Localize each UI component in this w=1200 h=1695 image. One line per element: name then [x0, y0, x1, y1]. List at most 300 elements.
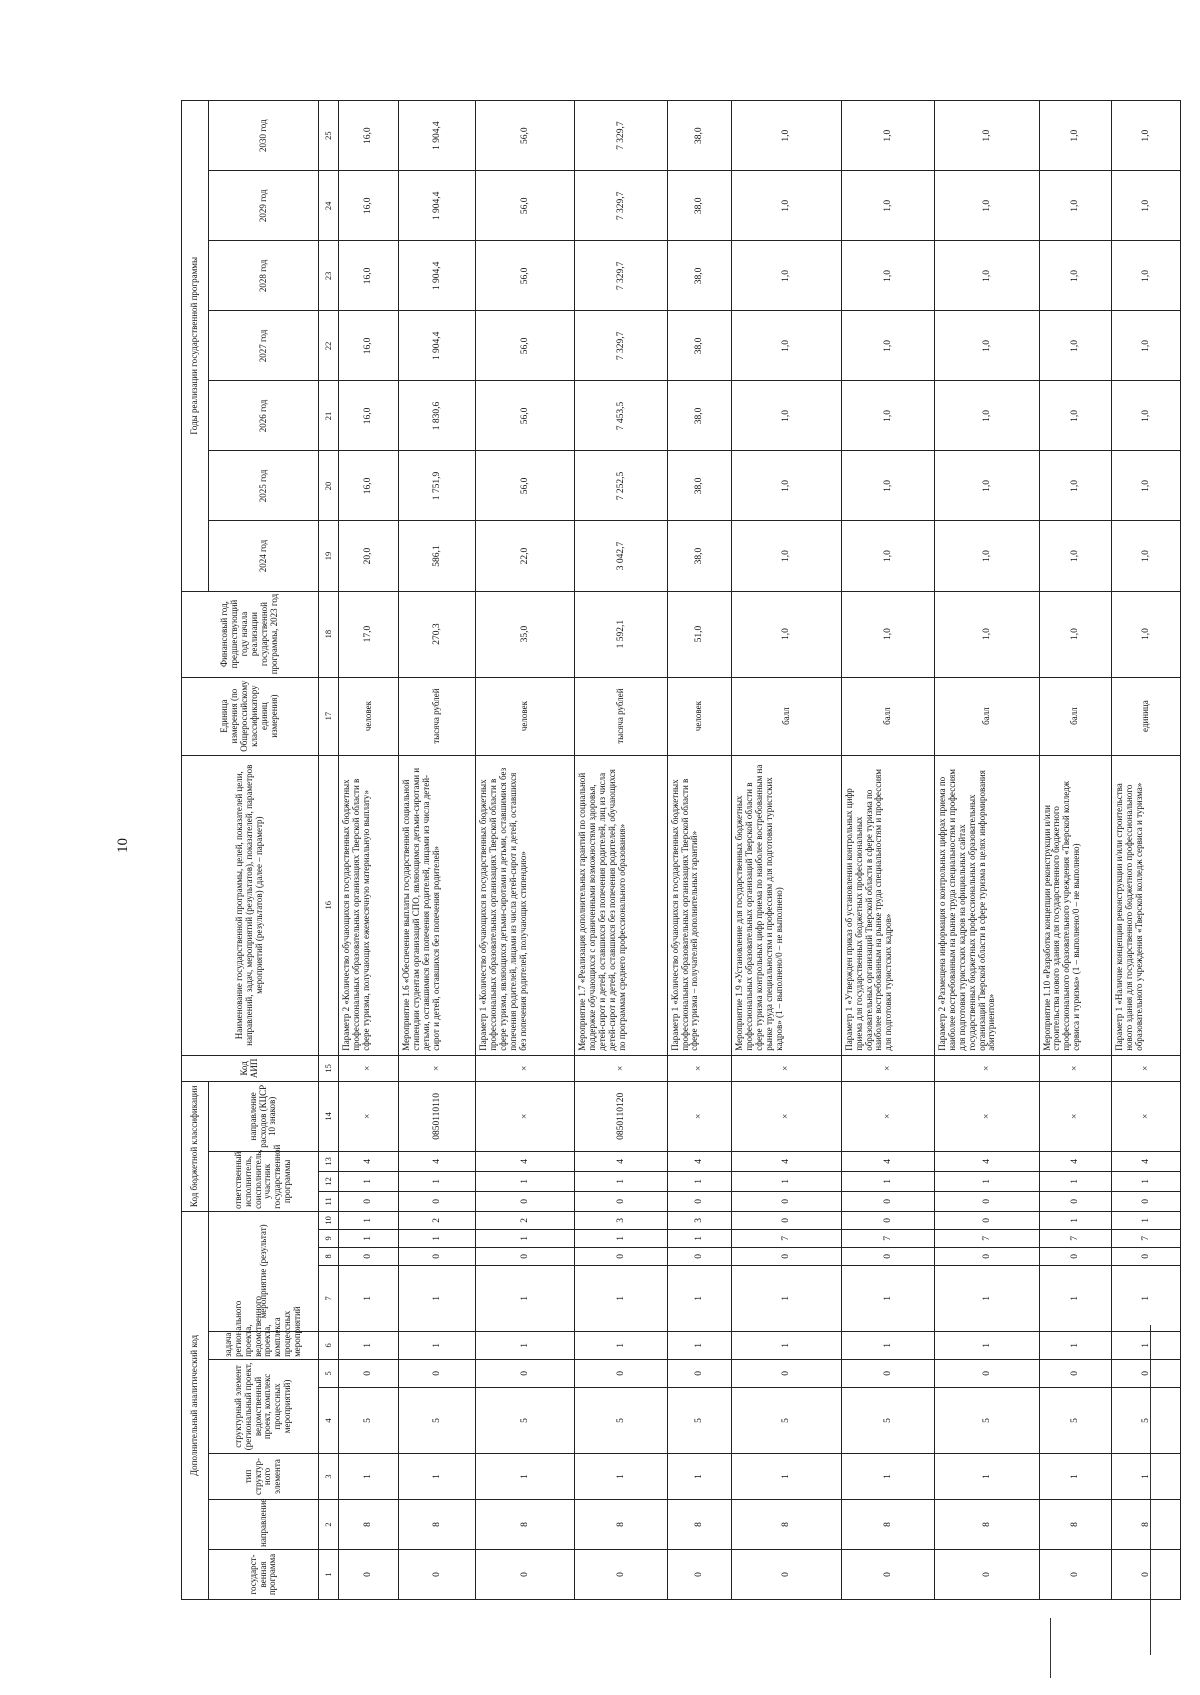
code-cell: 1 — [935, 1331, 1040, 1359]
column-number: 18 — [319, 591, 338, 677]
code-cell: 1 — [1039, 1211, 1112, 1229]
column-number: 11 — [319, 1191, 338, 1211]
year-value: 16,0 — [338, 171, 398, 241]
header-year: 2025 год — [208, 451, 319, 521]
code-cell: 5 — [476, 1387, 575, 1453]
code-cell: 1 — [841, 1265, 934, 1331]
code-cell: 0 — [667, 1549, 732, 1599]
code-cell: 0 — [935, 1211, 1040, 1229]
year-value: 1,0 — [1112, 451, 1181, 521]
code-cell: 0 — [338, 1247, 398, 1265]
code-cell: 4 — [338, 1151, 398, 1171]
base-year-value: 17,0 — [338, 591, 398, 677]
code-cell: 4 — [732, 1151, 842, 1171]
year-value: 16,0 — [338, 381, 398, 451]
code-cell: 3 — [575, 1211, 667, 1229]
base-year-value: 1,0 — [1112, 591, 1181, 677]
column-number: 4 — [319, 1387, 338, 1453]
code-cell: 1 — [399, 1331, 476, 1359]
code-cell: 1 — [476, 1229, 575, 1247]
year-value: 1,0 — [1112, 521, 1181, 591]
column-number: 15 — [319, 1055, 338, 1081]
unit-cell: балл — [1039, 677, 1112, 755]
year-value: 20,0 — [338, 521, 398, 591]
year-value: 1,0 — [841, 521, 934, 591]
column-number: 10 — [319, 1211, 338, 1229]
code-cell: 0 — [476, 1247, 575, 1265]
year-value: 56,0 — [476, 171, 575, 241]
code-cell: 5 — [575, 1387, 667, 1453]
code-cell: 0 — [1039, 1191, 1112, 1211]
column-number: 21 — [319, 381, 338, 451]
page-number: 10 — [115, 838, 131, 853]
year-value: 7 329,7 — [575, 311, 667, 381]
year-value: 1,0 — [1039, 451, 1112, 521]
code-cell: 3 — [667, 1211, 732, 1229]
base-year-value: 1,0 — [1039, 591, 1112, 677]
code-cell: 8 — [399, 1499, 476, 1549]
aip-cell: × — [1112, 1055, 1181, 1081]
code-cell: 5 — [935, 1387, 1040, 1453]
code-cell: 1 — [575, 1265, 667, 1331]
code-cell: 5 — [399, 1387, 476, 1453]
header-col-gp: государст-венная программа — [208, 1549, 319, 1599]
parameter-name-cell: Мероприятие 1.7 «Реализация дополнительных гарантий по социальной поддержке обучающихся с ограниченными возможностями здоровья, детей-сирот и детей, оставшихся без попечения родителей, лиц из числа детей-сирот и детей, оставшихся без попечения родителей, обучающихся по программам среднего профессионального образования» — [575, 755, 667, 1055]
year-value: 16,0 — [338, 451, 398, 521]
code-cell: 1 — [667, 1265, 732, 1331]
code-cell: 1 — [476, 1171, 575, 1191]
code-cell: 7 — [732, 1229, 842, 1247]
year-value: 1,0 — [935, 311, 1040, 381]
year-value: 1,0 — [1039, 521, 1112, 591]
year-value: 1,0 — [841, 451, 934, 521]
code-cell: 1 — [338, 1211, 398, 1229]
code-cell: 0 — [732, 1211, 842, 1229]
year-value: 1,0 — [935, 101, 1040, 171]
code-cell: 1 — [935, 1453, 1040, 1499]
year-value: 22,0 — [476, 521, 575, 591]
kcsr-cell: × — [732, 1081, 842, 1151]
header-years-group: Годы реализации государственной программы — [182, 101, 209, 592]
year-value: 1,0 — [1112, 171, 1181, 241]
year-value: 7 329,7 — [575, 171, 667, 241]
year-value: 7 329,7 — [575, 241, 667, 311]
code-cell: 1 — [338, 1265, 398, 1331]
code-cell: 0 — [935, 1549, 1040, 1599]
header-col-exec: ответственный исполнитель, соисполнитель, участник государственной программы — [208, 1151, 319, 1211]
base-year-value: 35,0 — [476, 591, 575, 677]
header-col-task: задача регионального проекта, ведомственного проекта, комплекса процессных мероприятий — [208, 1331, 319, 1359]
header-fin-year: Финансовый год, предшествующий году начала реализации государственной программы, 2023 год — [182, 591, 319, 677]
code-cell: 8 — [476, 1499, 575, 1549]
code-cell: 4 — [1112, 1151, 1181, 1171]
code-cell: 1 — [841, 1453, 934, 1499]
code-cell: 0 — [841, 1549, 934, 1599]
year-value: 1 904,4 — [399, 241, 476, 311]
code-cell: 5 — [338, 1387, 398, 1453]
year-value: 1,0 — [1112, 241, 1181, 311]
kcsr-cell: × — [841, 1081, 934, 1151]
year-value: 1 904,4 — [399, 171, 476, 241]
code-cell: 1 — [841, 1171, 934, 1191]
year-value: 16,0 — [338, 241, 398, 311]
year-value: 7 252,5 — [575, 451, 667, 521]
column-number: 6 — [319, 1331, 338, 1359]
year-value: 586,1 — [399, 521, 476, 591]
code-cell: 0 — [1039, 1247, 1112, 1265]
unit-cell: человек — [476, 677, 575, 755]
code-cell: 5 — [732, 1387, 842, 1453]
year-value: 1,0 — [732, 521, 842, 591]
header-col-exp: направление расходов (КЦСР 10 знаков) — [208, 1081, 319, 1151]
code-cell: 0 — [476, 1359, 575, 1387]
base-year-value: 1,0 — [841, 591, 934, 677]
aip-cell: × — [935, 1055, 1040, 1081]
year-value: 7 329,7 — [575, 101, 667, 171]
year-value: 16,0 — [338, 311, 398, 381]
code-cell: 1 — [399, 1453, 476, 1499]
code-cell: 0 — [338, 1191, 398, 1211]
year-value: 1,0 — [732, 171, 842, 241]
code-cell: 0 — [1112, 1359, 1181, 1387]
code-cell: 1 — [1112, 1265, 1181, 1331]
year-value: 38,0 — [667, 241, 732, 311]
year-value: 1,0 — [732, 241, 842, 311]
code-cell: 1 — [935, 1171, 1040, 1191]
year-value: 56,0 — [476, 451, 575, 521]
column-number: 5 — [319, 1359, 338, 1387]
unit-cell: человек — [667, 677, 732, 755]
aip-cell: × — [732, 1055, 842, 1081]
header-year: 2024 год — [208, 521, 319, 591]
unit-cell: тысяча рублей — [575, 677, 667, 755]
base-year-value: 51,0 — [667, 591, 732, 677]
year-value: 1 904,4 — [399, 101, 476, 171]
code-cell: 5 — [841, 1387, 934, 1453]
unit-cell: балл — [841, 677, 934, 755]
code-cell: 1 — [667, 1453, 732, 1499]
unit-cell: человек — [338, 677, 398, 755]
year-value: 1,0 — [1039, 101, 1112, 171]
aip-cell: × — [841, 1055, 934, 1081]
year-value: 1,0 — [935, 451, 1040, 521]
parameter-name-cell: Мероприятие 1.10 «Разработка концепции реконструкции и/или строительства нового здания для государственного бюджетного профессионального образовательного учреждения «Тверской колледж сервиса и туризма» (1 – выполнено/0 – не выполнено) — [1039, 755, 1112, 1055]
kcsr-cell: × — [1039, 1081, 1112, 1151]
code-cell: 1 — [338, 1229, 398, 1247]
code-cell: 0 — [338, 1549, 398, 1599]
year-value: 38,0 — [667, 311, 732, 381]
code-cell: 1 — [1039, 1171, 1112, 1191]
code-cell: 0 — [841, 1359, 934, 1387]
unit-cell: балл — [935, 677, 1040, 755]
aip-cell: × — [575, 1055, 667, 1081]
code-cell: 1 — [575, 1229, 667, 1247]
header-year: 2029 год — [208, 171, 319, 241]
aip-cell: × — [667, 1055, 732, 1081]
code-cell: 1 — [1039, 1265, 1112, 1331]
code-cell: 1 — [1112, 1331, 1181, 1359]
unit-cell: тысяча рублей — [399, 677, 476, 755]
kcsr-cell: × — [338, 1081, 398, 1151]
table-row — [399, 101, 476, 1600]
year-value: 1 751,9 — [399, 451, 476, 521]
code-cell: 5 — [1039, 1387, 1112, 1453]
unit-cell: единица — [1112, 677, 1181, 755]
year-value: 1,0 — [935, 381, 1040, 451]
code-cell: 0 — [935, 1191, 1040, 1211]
code-cell: 1 — [338, 1331, 398, 1359]
column-number: 25 — [319, 101, 338, 171]
column-number: 20 — [319, 451, 338, 521]
year-value: 1,0 — [1039, 381, 1112, 451]
column-number: 19 — [319, 521, 338, 591]
code-cell: 7 — [1112, 1229, 1181, 1247]
year-value: 1 904,4 — [399, 311, 476, 381]
year-value: 1,0 — [1039, 171, 1112, 241]
header-dak: Дополнительный аналитический код — [182, 1211, 209, 1599]
code-cell: 0 — [667, 1247, 732, 1265]
code-cell: 5 — [667, 1387, 732, 1453]
base-year-value: 1 592,1 — [575, 591, 667, 677]
header-year: 2028 год — [208, 241, 319, 311]
code-cell: 0 — [732, 1549, 842, 1599]
kcsr-cell: × — [1112, 1081, 1181, 1151]
header-aip: Код АИП — [182, 1055, 319, 1081]
code-cell: 0 — [1039, 1549, 1112, 1599]
code-cell: 1 — [667, 1331, 732, 1359]
code-cell: 1 — [575, 1453, 667, 1499]
code-cell: 0 — [575, 1191, 667, 1211]
code-cell: 8 — [841, 1499, 934, 1549]
code-cell: 0 — [575, 1359, 667, 1387]
kcsr-cell: × — [935, 1081, 1040, 1151]
year-value: 38,0 — [667, 451, 732, 521]
code-cell: 8 — [935, 1499, 1040, 1549]
code-cell: 1 — [476, 1331, 575, 1359]
code-cell: 0 — [476, 1549, 575, 1599]
aip-cell: × — [399, 1055, 476, 1081]
year-value: 56,0 — [476, 311, 575, 381]
column-number: 2 — [319, 1499, 338, 1549]
year-value: 1,0 — [732, 311, 842, 381]
header-col-dir: направление — [208, 1499, 319, 1549]
year-value: 38,0 — [667, 381, 732, 451]
unit-cell: балл — [732, 677, 842, 755]
code-cell: 1 — [338, 1453, 398, 1499]
program-table — [181, 100, 1181, 1600]
column-number: 12 — [319, 1171, 338, 1191]
column-number: 22 — [319, 311, 338, 381]
year-value: 56,0 — [476, 381, 575, 451]
column-number: 23 — [319, 241, 338, 311]
code-cell: 0 — [732, 1191, 842, 1211]
parameter-name-cell: Параметр 1 «Количество обучающихся в государственных бюджетных профессиональных образовательных организациях Тверской области в сфере туризма – получателей дополнительных гарантий» — [667, 755, 732, 1055]
year-value: 1,0 — [1039, 311, 1112, 381]
code-cell: 1 — [667, 1171, 732, 1191]
code-cell: 4 — [399, 1151, 476, 1171]
code-cell: 1 — [399, 1171, 476, 1191]
code-cell: 0 — [1112, 1191, 1181, 1211]
table-row — [935, 101, 1040, 1600]
parameter-name-cell: Параметр 1 «Утвержден приказ об установлении контрольных цифр приема для государственных бюджетных профессиональных образовательных организаций Тверской области в сфере туризма по наиболее востребованным на рынке труда специальностям и профессиям для подготовки туристских кадров» — [841, 755, 934, 1055]
column-number: 14 — [319, 1081, 338, 1151]
code-cell: 0 — [399, 1191, 476, 1211]
column-number: 24 — [319, 171, 338, 241]
code-cell: 0 — [399, 1247, 476, 1265]
code-cell: 0 — [399, 1359, 476, 1387]
code-cell: 4 — [1039, 1151, 1112, 1171]
kcsr-cell: × — [667, 1081, 732, 1151]
header-col-event: мероприятие (результат) — [208, 1211, 319, 1331]
code-cell: 0 — [399, 1549, 476, 1599]
year-value: 38,0 — [667, 171, 732, 241]
table-row — [841, 101, 934, 1600]
code-cell: 5 — [1112, 1387, 1181, 1453]
column-number-row — [319, 101, 338, 1600]
header-name: Наименование государственной программы, целей, показателей цели, направлений, задач, мероприятий (результатов), показателей, параметров мероприятий (результатов) (далее – параметр) — [182, 755, 319, 1055]
year-value: 3 042,7 — [575, 521, 667, 591]
year-value: 1,0 — [935, 241, 1040, 311]
year-value: 1,0 — [841, 311, 934, 381]
table-row — [1039, 101, 1112, 1600]
code-cell: 4 — [935, 1151, 1040, 1171]
code-cell: 0 — [732, 1359, 842, 1387]
year-value: 1,0 — [935, 521, 1040, 591]
table-row — [1112, 101, 1181, 1600]
year-value: 1,0 — [841, 101, 934, 171]
code-cell: 4 — [841, 1151, 934, 1171]
aip-cell: × — [1039, 1055, 1112, 1081]
year-value: 1,0 — [841, 381, 934, 451]
column-number: 1 — [319, 1549, 338, 1599]
base-year-value: 270,3 — [399, 591, 476, 677]
rotated-table-wrapper — [181, 100, 1181, 1600]
year-value: 1,0 — [841, 171, 934, 241]
column-number: 17 — [319, 677, 338, 755]
aip-cell: × — [338, 1055, 398, 1081]
code-cell: 4 — [575, 1151, 667, 1171]
code-cell: 0 — [667, 1359, 732, 1387]
parameter-name-cell: Параметр 2 «Размещена информация о контрольных цифрах приема по наиболее востребованным на рынке труда специальностям и профессиям для подготовки туристских кадров на официальных сайтах государственных бюджетных профессиональных образовательных организаций Тверской области в сфере туризма в целях информирования абитуриентов» — [935, 755, 1040, 1055]
code-cell: 0 — [935, 1247, 1040, 1265]
code-cell: 0 — [935, 1359, 1040, 1387]
code-cell: 0 — [575, 1549, 667, 1599]
code-cell: 7 — [935, 1229, 1040, 1247]
code-cell: 0 — [338, 1359, 398, 1387]
year-value: 56,0 — [476, 241, 575, 311]
column-number: 16 — [319, 755, 338, 1055]
table-row — [476, 101, 575, 1600]
year-value: 1,0 — [1112, 381, 1181, 451]
code-cell: 1 — [732, 1453, 842, 1499]
kcsr-cell: 0850110120 — [575, 1081, 667, 1151]
year-value: 1,0 — [935, 171, 1040, 241]
year-value: 16,0 — [338, 101, 398, 171]
scan-edge-line — [1050, 1618, 1051, 1678]
code-cell: 0 — [1112, 1247, 1181, 1265]
header-year: 2026 год — [208, 381, 319, 451]
table-row — [667, 101, 732, 1600]
year-value: 56,0 — [476, 101, 575, 171]
year-value: 1,0 — [732, 451, 842, 521]
code-cell: 1 — [476, 1453, 575, 1499]
code-cell: 7 — [841, 1229, 934, 1247]
kcsr-cell: 0850110110 — [399, 1081, 476, 1151]
code-cell: 1 — [1112, 1171, 1181, 1191]
code-cell: 0 — [841, 1191, 934, 1211]
code-cell: 8 — [575, 1499, 667, 1549]
parameter-name-cell: Мероприятие 1.6 «Обеспечение выплаты государственной социальной стипендии студентам организаций СПО, являющимся детьми-сиротами и детьми, оставшимися без попечения родителей, лицами из числа детей-сирот и детей, оставшихся без попечения родителей» — [399, 755, 476, 1055]
table-row — [338, 101, 398, 1600]
year-value: 1,0 — [841, 241, 934, 311]
header-col-struct: структурный элемент (региональный проект, ведомственный проект, комплекс процессных мероприятий) — [208, 1359, 319, 1453]
header-year: 2030 год — [208, 101, 319, 171]
code-cell: 1 — [1112, 1453, 1181, 1499]
code-cell: 1 — [575, 1171, 667, 1191]
column-number: 3 — [319, 1453, 338, 1499]
code-cell: 8 — [1112, 1499, 1181, 1549]
code-cell: 1 — [667, 1229, 732, 1247]
table-body — [338, 101, 1180, 1600]
base-year-value: 1,0 — [935, 591, 1040, 677]
parameter-name-cell: Мероприятие 1.9 «Установление для государственных бюджетных профессиональных образовательных организаций Тверской области в сфере туризма контрольных цифр приема по наиболее востребованным на рынке труда специальностям и профессиям для подготовки туристских кадров» (1 – выполнено/0 – не выполнено) — [732, 755, 842, 1055]
code-cell: 8 — [667, 1499, 732, 1549]
parameter-name-cell: Параметр 2 «Количество обучающихся в государственных бюджетных профессиональных образовательных организациях Тверской области в сфере туризма, получающих ежемесячную материальную выплату» — [338, 755, 398, 1055]
header-unit: Единица измерения (по Общероссийскому классификатору единиц измерения) — [182, 677, 319, 755]
year-value: 1,0 — [1112, 101, 1181, 171]
code-cell: 1 — [841, 1331, 934, 1359]
header-year: 2027 год — [208, 311, 319, 381]
code-cell: 1 — [399, 1229, 476, 1247]
table-row — [575, 101, 667, 1600]
column-number: 9 — [319, 1229, 338, 1247]
code-cell: 0 — [667, 1191, 732, 1211]
code-cell: 1 — [1112, 1211, 1181, 1229]
kcsr-cell: × — [476, 1081, 575, 1151]
base-year-value: 1,0 — [732, 591, 842, 677]
code-cell: 7 — [1039, 1229, 1112, 1247]
code-cell: 1 — [1039, 1331, 1112, 1359]
year-value: 38,0 — [667, 521, 732, 591]
code-cell: 8 — [338, 1499, 398, 1549]
year-value: 7 453,5 — [575, 381, 667, 451]
code-cell: 1 — [1039, 1453, 1112, 1499]
year-value: 1,0 — [1112, 311, 1181, 381]
year-value: 1,0 — [732, 101, 842, 171]
code-cell: 1 — [338, 1171, 398, 1191]
code-cell: 4 — [476, 1151, 575, 1171]
column-number: 8 — [319, 1247, 338, 1265]
code-cell: 1 — [732, 1265, 842, 1331]
code-cell: 0 — [575, 1247, 667, 1265]
column-number: 7 — [319, 1265, 338, 1331]
year-value: 1 830,6 — [399, 381, 476, 451]
code-cell: 8 — [1039, 1499, 1112, 1549]
code-cell: 1 — [575, 1331, 667, 1359]
header-col-type: тип структур-ного элемента — [208, 1453, 319, 1499]
code-cell: 0 — [476, 1191, 575, 1211]
year-value: 1,0 — [1039, 241, 1112, 311]
code-cell: 1 — [935, 1265, 1040, 1331]
code-cell: 0 — [1112, 1549, 1181, 1599]
parameter-name-cell: Параметр 1 «Наличие концепции реконструкции и/или строительства нового здания для государственного бюджетного профессионального образовательного учреждения «Тверской колледж сервиса и туризма» — [1112, 755, 1181, 1055]
code-cell: 0 — [1039, 1359, 1112, 1387]
code-cell: 4 — [667, 1151, 732, 1171]
column-number: 13 — [319, 1151, 338, 1171]
code-cell: 1 — [399, 1265, 476, 1331]
table-row — [732, 101, 842, 1600]
code-cell: 0 — [841, 1211, 934, 1229]
